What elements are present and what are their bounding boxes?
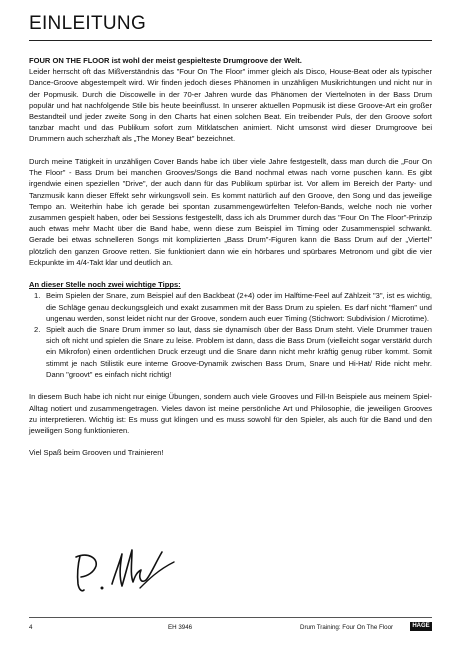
book-title: Drum Training: Four On The Floor [300,624,394,631]
tip-item [29,290,432,324]
tip-number: 2. [34,325,41,335]
title-divider [29,40,432,41]
tips-heading: An dieser Stelle noch zwei wichtige Tipps: [29,280,181,290]
edition-code: EH 3946 [168,624,193,631]
tip-text: Spielt auch die Snare Drum immer so laut, dass sie dynamisch über der Bass Drum steht. Viele Drummer trauen sich oft nicht und spielen die Snare zu leise. Problem ist dann, dass die Bass Drum (vielleicht sogar verstärkt durch ein Mikrofon) einen ordentlichen Druck erzeugt und die Snare dann nicht mehr kräftig genug rüber kommt. Somit stimmt je nach Stilistik eure interne Groove-Dynamik zwischen Bass Drum, Snare und Hi-Hat/ Ride nicht mehr. Dann "groovt" es einfach nicht richtig! [46,325,432,379]
tip-text: Beim Spielen der Snare, zum Beispiel auf den Backbeat (2+4) oder im Halftime-Feel auf Zählzeit "3", ist es wichtig, die Schläge genau deckungsgleich und exakt zusammen mit der Bass Drum zu spielen. Es darf nicht "flamen" und ungenau werden, sonst leidet nicht nur der Groove, sondern auch euer Timing (Stichwort: Subdivision / Microtime). [46,291,432,323]
publisher-logo [410,622,432,633]
publisher-logo-text: HAGE [412,623,430,629]
intro-paragraph-1: Leider herrscht oft das Mißverständnis das "Four On The Floor" immer gleich als Disco, House-Beat oder als typischer Dance-Groove abgestempelt wird. Wir finden jedoch dieses Phänomen in unzähligen Musikrichtungen und nicht nur in der Popmusik. Durch die Discowelle in der 70-er Jahren wurde das Phänomen der Viertelnoten in der Bass Drum populär und hat nachfolgende Stile bis heute beeinflusst. In unserer aktuellen Popmusik ist diese Groove-Art ein großer Bestandteil und jeder zweite Song in den Charts hat einen solchen Beat. Ein treibender Puls, der den Groove sofort tanzbar macht und das Publikum sofort zum Mitklatschen animiert. Nicht umsonst wird dieser Drumgroove bei Drummern auch scherzhaft als „The Money Beat" bezeichnet. [29,67,432,144]
tip-item [29,324,432,380]
tips-list [29,290,432,380]
tip-number: 1. [34,291,41,301]
closing-paragraph: In diesem Buch habe ich nicht nur einige Übungen, sondern auch viele Grooves und Fill-In Beispiele aus meinem Spiel-Alltag notiert und zusammengetragen. Vieles davon ist meine persönliche Art und Philosophie, die jeweiligen Grooves zu interpretieren. Wichtig ist: Es muss gut klingen und es muss sowohl für den Spieler, als auch für die Band und den jeweiligen Song funktionieren. [29,392,432,435]
page-number: 4 [29,624,33,631]
page-title: EINLEITUNG [29,13,147,34]
author-signature [62,540,182,598]
intro-paragraph-2: Durch meine Tätigkeit in unzähligen Cover Bands habe ich über viele Jahre festgestellt, dass man durch die „Four On The Floor" - Bass Drum bei manchen Grooves/Songs die Band nochmal etwas nach vorne puschen kann. Es gibt irgendwie einen speziellen "Drive", der auch dann für das Publikum spürbar ist. Vor allem im Bereich der Party- und Tanzmusik kann dieser Effekt sehr wirkungsvoll sein. Es kommt natürlich auf den Groove, den Song und das jeweilige Tempo an. Weiterhin habe ich gerade bei spontan zusammengewürfelten Telefon-Bands, welche noch nie vorher zusammen gespielt haben, oder bei Sessions festgestellt, dass ich als Drummer durch das "Four On The Floor"-Prinzip auch etwas mehr Macht über die Band habe, wenn diese zum Beispiel im Timing oder Zusammenspiel schwankt. Gerade bei etwas schnelleren Songs mit komplizierten „Bass Drum"-Figuren kann die Bass Drum auf der „Viertel" plötzlich den ganzen Groove retten. Sie funktioniert dann wie ein hörbares und spürbares Metronom und gibt die vier Eckpunkte im 4/4-Takt klar und deutlich an. [29,156,432,267]
footer-divider [29,617,432,618]
intro-headline: FOUR ON THE FLOOR ist wohl der meist gespielteste Drumgroove der Welt. [29,56,302,65]
farewell-line: Viel Spaß beim Grooven und Trainieren! [29,448,164,458]
main-content [29,55,432,459]
